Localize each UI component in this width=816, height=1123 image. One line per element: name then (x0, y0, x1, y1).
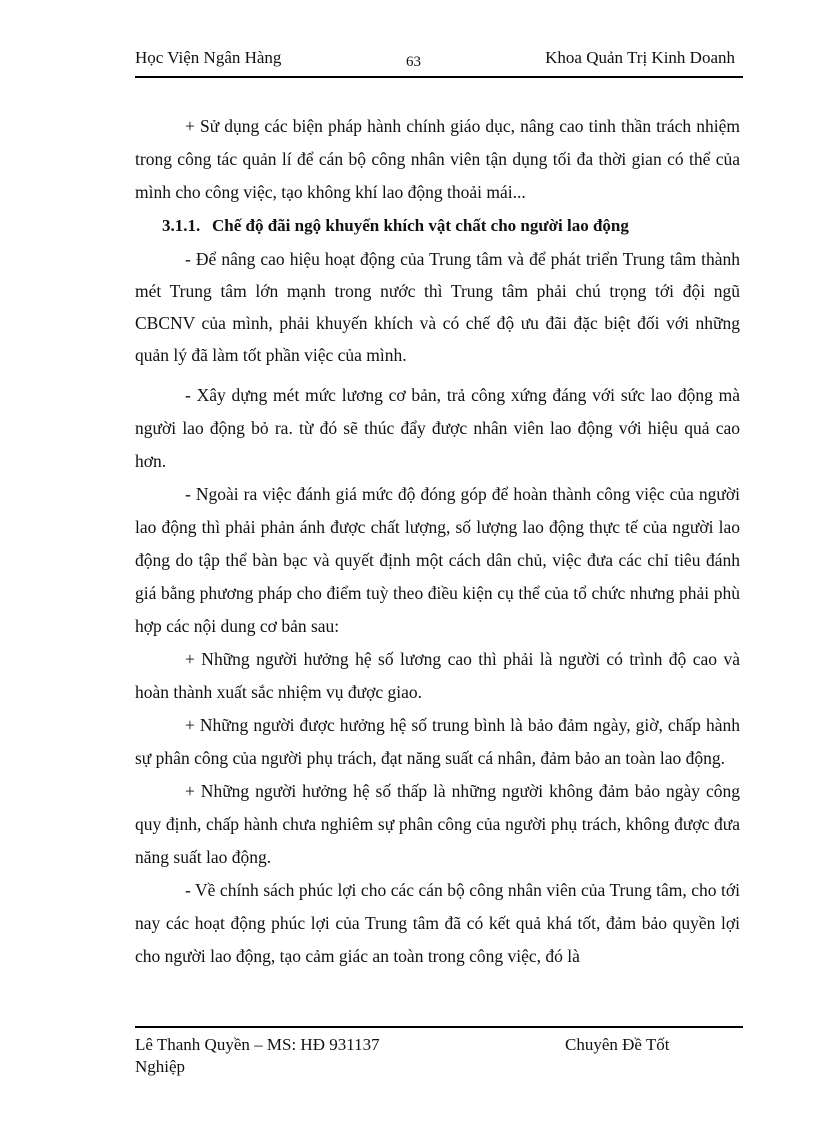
paragraph-admin-measures: + Sử dụng các biện pháp hành chính giáo dục, nâng cao tinh thần trách nhiệm trong công tác quản lí để cán bộ công nhân viên tận dụng tối đa thời gian có thể của mình cho công việc, tạo không khí lao động thoải mái... (135, 116, 740, 202)
paragraph-high-coefficient: + Những người hưởng hệ số lương cao thì phải là người có trình độ cao và hoàn thành xuất sắc nhiệm vụ được giao. (135, 649, 740, 702)
section-number: 3.1.1. (162, 216, 201, 235)
section-heading (135, 209, 740, 243)
section-title: Chế độ đãi ngộ khuyến khích vật chất cho người lao động (212, 216, 629, 235)
paragraph-medium-coefficient: + Những người được hưởng hệ số trung bình là bảo đảm ngày, giờ, chấp hành sự phân công của người phụ trách, đạt năng suất cá nhân, đảm bảo an toàn lao động. (135, 715, 740, 768)
header-faculty: Khoa Quản Trị Kinh Doanh (545, 48, 735, 67)
footer-title-line2: Nghiệp (135, 1057, 186, 1076)
footer-divider (135, 1026, 743, 1028)
page-number: 63 (406, 54, 421, 70)
page-body (135, 110, 740, 973)
paragraph-low-coefficient: + Những người hưởng hệ số thấp là những người không đảm bảo ngày công quy định, chấp hành chưa nghiêm sự phân công của người phụ trách, không được đưa năng suất lao động. (135, 781, 740, 867)
header-institution: Học Viện Ngân Hàng (135, 48, 282, 67)
footer-title-line1: Chuyên Đề Tốt (565, 1035, 670, 1054)
paragraph-welfare-policy: - Về chính sách phúc lợi cho các cán bộ công nhân viên của Trung tâm, cho tới nay các hoạt động phúc lợi của Trung tâm đã có kết quả khá tốt, đảm bảo quyền lợi cho người lao động, tạo cảm giác an toàn trong công việc, đó là (135, 880, 740, 966)
page-header (135, 48, 735, 74)
paragraph-base-salary: - Xây dựng mét mức lương cơ bản, trả công xứng đáng với sức lao động mà người lao động bỏ ra. từ đó sẽ thúc đẩy được nhân viên lao động với hiệu quả cao hơn. (135, 385, 740, 471)
paragraph-evaluation: - Ngoài ra việc đánh giá mức độ đóng góp để hoàn thành công việc của người lao động thì phải phản ánh được chất lượng, số lượng lao động thực tế của người lao động do tập thể bàn bạc và quyết định một cách dân chủ, việc đưa các chỉ tiêu đánh giá bằng phương pháp cho điểm tuỳ theo điều kiện cụ thể của tổ chức nhưng phải phù hợp các nội dung cơ bản sau: (135, 484, 740, 636)
footer-author: Lê Thanh Quyền – MS: HĐ 931137 (135, 1035, 380, 1054)
header-divider (135, 76, 743, 78)
paragraph-staff-focus: - Để nâng cao hiệu hoạt động của Trung tâm và để phát triển Trung tâm thành mét Trung tâm lớn mạnh trong nước thì Trung tâm phải chú trọng tới đội ngũ CBCNV của mình, phải khuyến khích và có chế độ ưu đãi đặc biệt đối với những quản lý đã làm tốt phần việc của mình. (135, 249, 740, 365)
